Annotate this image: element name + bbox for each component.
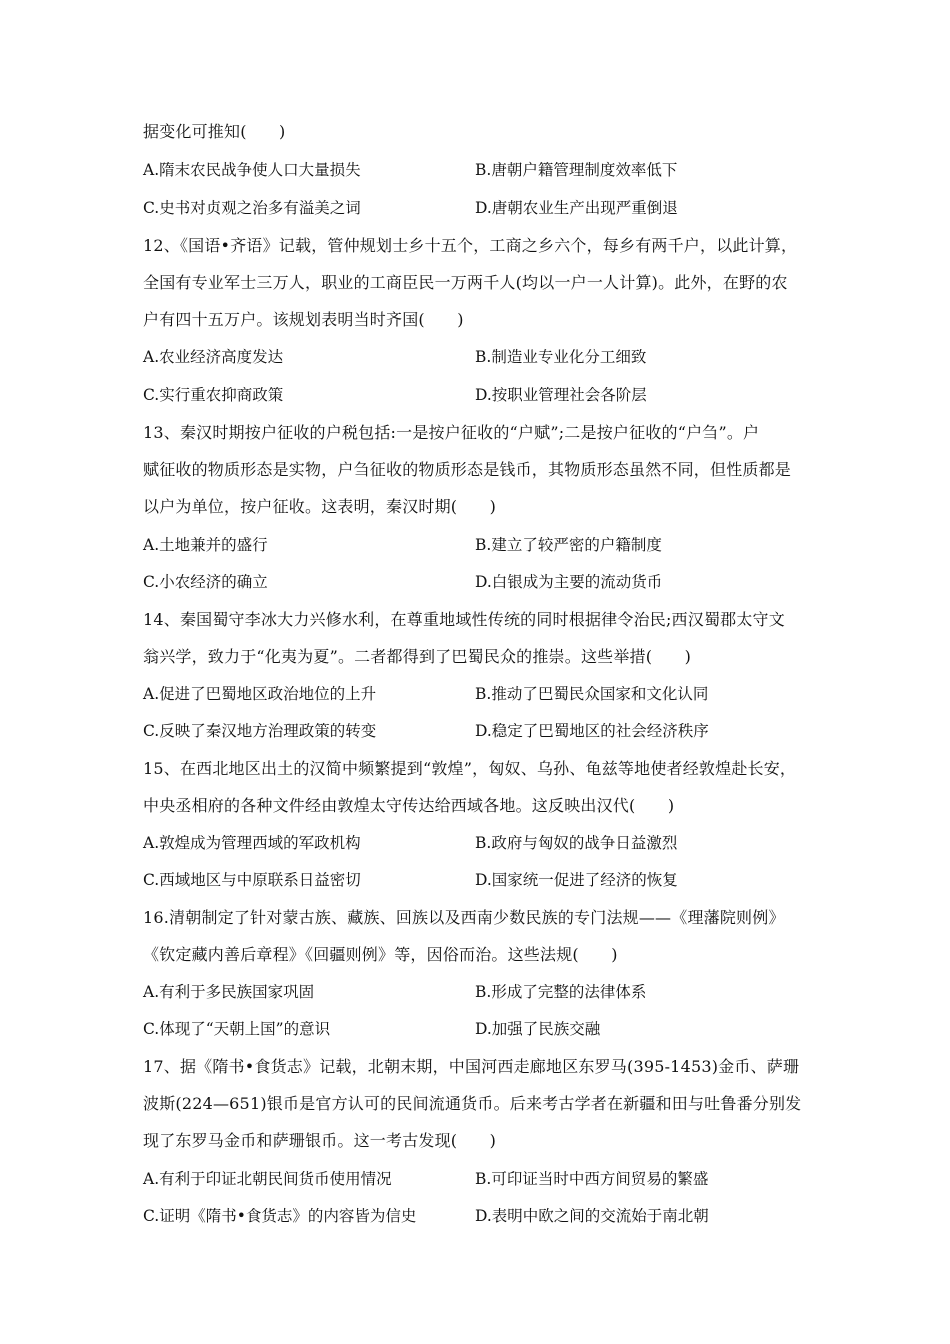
q11-stem-tail: 据变化可推知( )	[143, 122, 286, 141]
q14-stem-line: 14、秦国蜀守李冰大力兴修水利，在尊重地域性传统的同时根据律令治民;西汉蜀郡太守文	[143, 610, 785, 629]
q16-option-d: D.加强了民族交融	[475, 1020, 601, 1038]
q16-option-c: C.体现了“天朝上国”的意识	[143, 1020, 331, 1038]
q17-option-d: D.表明中欧之间的交流始于南北朝	[475, 1207, 709, 1225]
q13-stem-line: 13、秦汉时期按户征收的户税包括:一是按户征收的“户赋”;二是按户征收的“户刍”。户	[143, 423, 760, 442]
q11-option-b: B.唐朝户籍管理制度效率低下	[475, 161, 678, 179]
q12-option-c: C.实行重农抑商政策	[143, 386, 284, 404]
q16-stem-line: 《钦定藏内善后章程》《回疆则例》等，因俗而治。这些法规( )	[143, 945, 618, 964]
q12-option-d: D.按职业管理社会各阶层	[475, 386, 647, 404]
q14-option-a: A.促进了巴蜀地区政治地位的上升	[143, 685, 377, 703]
q13-option-c: C.小农经济的确立	[143, 573, 268, 591]
q14-option-b: B.推动了巴蜀民众国家和文化认同	[475, 685, 709, 703]
q13-stem-line: 赋征收的物质形态是实物，户刍征收的物质形态是钱币，其物质形态虽然不同，但性质都是	[143, 460, 792, 479]
q14-option-c: C.反映了秦汉地方治理政策的转变	[143, 722, 377, 740]
q15-option-a: A.敦煌成为管理西域的军政机构	[143, 834, 361, 852]
q17-stem-line: 现了东罗马金币和萨珊银币。这一考古发现( )	[143, 1131, 497, 1150]
q17-stem-line: 17、据《隋书•食货志》记载，北朝末期，中国河西走廊地区东罗马(395-1453)金币、萨珊	[143, 1057, 800, 1076]
q17-option-b: B.可印证当时中西方间贸易的繁盛	[475, 1170, 709, 1188]
q12-option-b: B.制造业专业化分工细致	[475, 348, 647, 366]
q11-option-c: C.史书对贞观之治多有溢美之词	[143, 199, 361, 217]
q15-stem-line: 15、在西北地区出土的汉简中频繁提到“敦煌”，匈奴、乌孙、龟兹等地使者经敦煌赴长安，	[143, 759, 797, 778]
q17-option-a: A.有利于印证北朝民间货币使用情况	[143, 1170, 392, 1188]
q12-stem-line: 12、《国语•齐语》记载，管仲规划士乡十五个，工商之乡六个，每乡有两千户，以此计算，	[143, 236, 798, 255]
q15-option-d: D.国家统一促进了经济的恢复	[475, 871, 678, 889]
q17-stem-line: 波斯(224—651)银币是官方认可的民间流通货币。后来考古学者在新疆和田与吐鲁番分别发	[143, 1094, 802, 1113]
q13-option-b: B.建立了较严密的户籍制度	[475, 536, 662, 554]
q14-option-d: D.稳定了巴蜀地区的社会经济秩序	[475, 722, 709, 740]
q11-option-a: A.隋末农民战争使人口大量损失	[143, 161, 361, 179]
q16-stem-line: 16.清朝制定了针对蒙古族、藏族、回族以及西南少数民族的专门法规——《理藩院则例》	[143, 908, 785, 927]
q13-option-a: A.土地兼并的盛行	[143, 536, 268, 554]
q11-option-d: D.唐朝农业生产出现严重倒退	[475, 199, 678, 217]
q13-stem-line: 以户为单位，按户征收。这表明，秦汉时期( )	[143, 497, 497, 516]
q15-option-b: B.政府与匈奴的战争日益激烈	[475, 834, 678, 852]
q12-stem-line: 全国有专业军士三万人，职业的工商臣民一万两千人(均以一户一人计算)。此外，在野的农	[143, 273, 788, 292]
q15-stem-line: 中央丞相府的各种文件经由敦煌太守传达给西域各地。这反映出汉代( )	[143, 796, 675, 815]
q14-stem-line: 翁兴学，致力于“化夷为夏”。二者都得到了巴蜀民众的推崇。这些举措( )	[143, 647, 692, 666]
q15-option-c: C.西域地区与中原联系日益密切	[143, 871, 361, 889]
q16-option-a: A.有利于多民族国家巩固	[143, 983, 315, 1001]
q16-option-b: B.形成了完整的法律体系	[475, 983, 647, 1001]
q13-option-d: D.白银成为主要的流动货币	[475, 573, 663, 591]
q12-stem-line: 户有四十五万户。该规划表明当时齐国( )	[143, 310, 464, 329]
q17-option-c: C.证明《隋书•食货志》的内容皆为信史	[143, 1207, 417, 1225]
q12-option-a: A.农业经济高度发达	[143, 348, 284, 366]
